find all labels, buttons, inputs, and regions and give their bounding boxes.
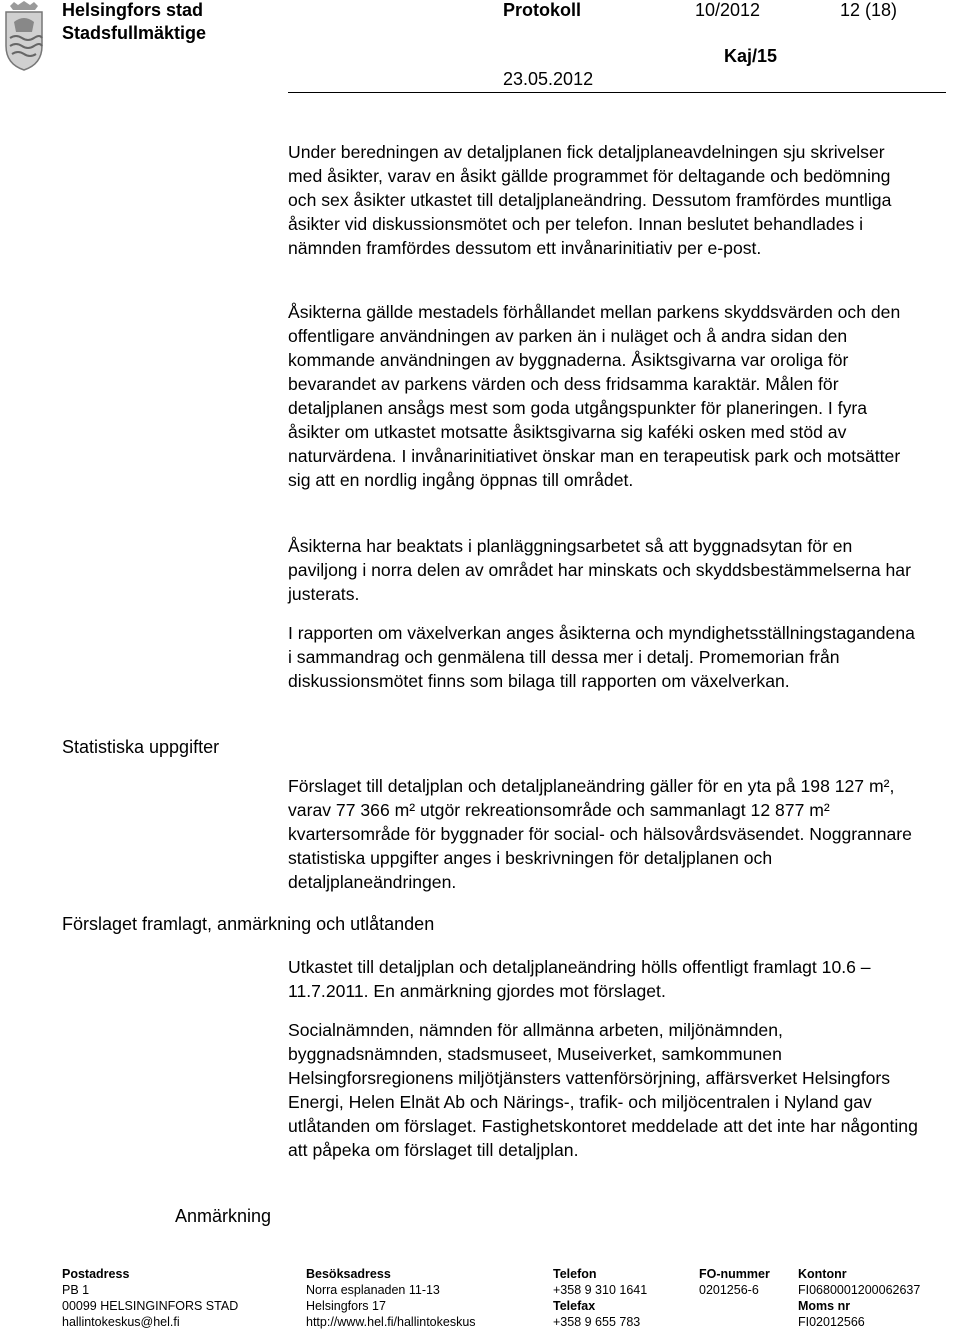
paragraph-statistics: Förslaget till detaljplan och detaljplaneändring gäller för en yta på 198 127 m², varav 77 366 m² utgör rekreationsområde och sammanlagt 12 877 m² kvartersområde för byggnader för social- och hälsovårdsväsendet. Noggrannare statistiska uppgifter anges i beskrivningen för detaljplanen och detaljplaneändringen. xyxy=(288,776,912,892)
footer-postal-city: 00099 HELSINGINFORS STAD xyxy=(62,1299,239,1313)
paragraph-opinions-considered: Åsikterna har beaktats i planläggningsarbetet så att byggnadsytan för en paviljong i norra delen av området har minskats och skyddsbestämmelserna har justerats. xyxy=(288,536,911,604)
footer-postal-label: Postadress xyxy=(62,1267,130,1281)
side-label-proposal: Förslaget framlagt, anmärkning och utlåtanden xyxy=(62,914,435,934)
footer-postal xyxy=(62,1266,238,1330)
footer-visit-label: Besöksadress xyxy=(306,1267,391,1281)
footer-phone-label: Telefon xyxy=(553,1267,597,1281)
side-label-statistics: Statistiska uppgifter xyxy=(62,737,220,757)
paragraph-opinions-content: Åsikterna gällde mestadels förhållandet mellan parkens skyddsvärden och den offentligare användningen av parken än i nuläget och å andra sidan den kommande användningen av byggnaderna. Åsiktsgivarna var oroliga för bevarandet av parkens värden och dess fridsamma karaktär. Målen för detaljplanen ansågs mest som goda utgångspunkter för planeringen. I fyra åsikter om utkastet motsatte åsiktsgivarna sig kaféki osken med stöd av naturvärdena. I invånarinitiativet önskar man en terapeutisk park och motsätter sig att en nordlig ingång öppnas till området. xyxy=(288,302,901,490)
footer-vat-label: Moms nr xyxy=(798,1299,851,1313)
footer-account xyxy=(798,1266,920,1330)
footer-fo-number: 0201256-6 xyxy=(699,1283,759,1297)
footer-vat-number: FI02012566 xyxy=(798,1315,865,1329)
footer-visit-street: Norra esplanaden 11-13 xyxy=(306,1283,440,1297)
paragraph-opinions-received: Under beredningen av detaljplanen fick detaljplaneavdelningen sju skrivelser med åsikter, varav en åsikt gällde programmet för deltagande och bedömning och sex åsikter utkastet till detaljplaneändring. Dessutom framfördes muntliga åsikter vid diskussionsmötet och per telefon. Innan beslutet behandlades i nämnden framfördes dessutom ett invånarinitiativ per e-post. xyxy=(288,142,892,258)
footer-phone xyxy=(553,1266,647,1330)
footer-account-number: FI0680001200062637 xyxy=(798,1283,921,1297)
footer-fax-number: +358 9 655 783 xyxy=(553,1315,641,1329)
header-case: Kaj/15 xyxy=(724,46,778,66)
header-divider xyxy=(288,92,946,93)
footer-account-label: Kontonr xyxy=(798,1267,847,1281)
header-date: 23.05.2012 xyxy=(503,69,594,89)
side-label-remark: Anmärkning xyxy=(175,1206,272,1226)
footer-postal-box: PB 1 xyxy=(62,1283,90,1297)
footer-fax-label: Telefax xyxy=(553,1299,596,1313)
footer-email-link[interactable]: hallintokeskus@hel.fi xyxy=(62,1315,180,1329)
header-doc-type: Protokoll xyxy=(503,0,582,20)
paragraph-proposal-displayed: Utkastet till detaljplan och detaljplaneändring hölls offentligt framlagt 10.6 – 11.7.2011. En anmärkning gjordes mot förslaget. xyxy=(288,957,871,1001)
footer-phone-number: +358 9 310 1641 xyxy=(553,1283,648,1297)
footer-visit-city: Helsingfors 17 xyxy=(306,1299,386,1313)
header-doc-number: 10/2012 xyxy=(695,0,761,20)
paragraph-statements: Socialnämnden, nämnden för allmänna arbeten, miljönämnden, byggnadsnämnden, stadsmuseet, Museiverket, samkommunen Helsingforsregionens miljötjänsters vattenförsörjning, affärsverket Helsingfors Energi, Helen Elnät Ab och Närings-, trafik- och miljöcentralen i Nyland gav utlåtanden om förslaget. Fastighetskontoret meddelade att det inte har någonting att påpeka om förslaget till detaljplan. xyxy=(288,1020,918,1160)
footer-website-link[interactable]: http://www.hel.fi/hallintokeskus xyxy=(306,1315,476,1329)
footer-fo-label: FO-nummer xyxy=(699,1267,770,1281)
helsinki-coat-of-arms-icon xyxy=(2,0,46,72)
footer-visit xyxy=(306,1266,476,1330)
paragraph-interaction-report: I rapporten om växelverkan anges åsikterna och myndighetsställningstagandena i sammandrag och genmälena till dessa mer i detalj. Promemorian från diskussionsmötet finns som bilaga till rapporten om växelverkan. xyxy=(288,623,915,691)
header-org: Helsingfors stad xyxy=(62,0,204,20)
footer-fo xyxy=(699,1266,770,1298)
header-page: 12 (18) xyxy=(840,0,898,20)
header-body: Stadsfullmäktige xyxy=(62,23,207,43)
